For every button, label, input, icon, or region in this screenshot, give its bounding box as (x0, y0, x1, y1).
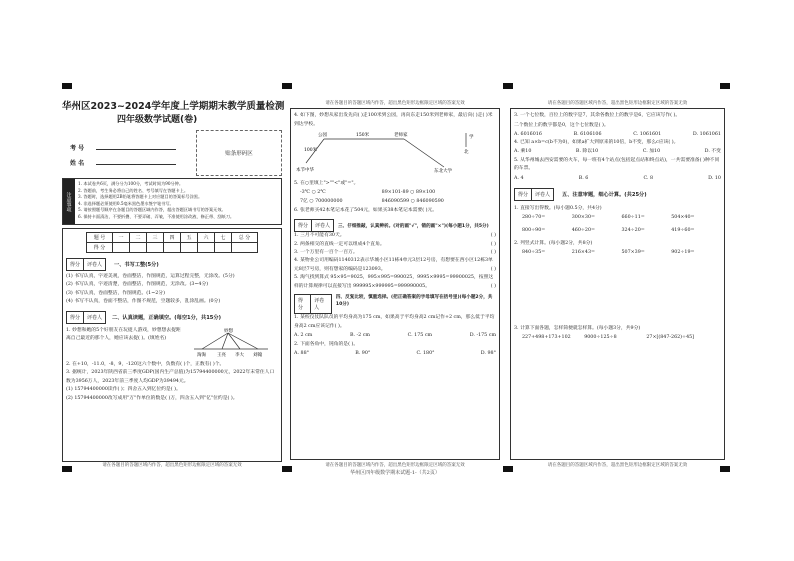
choice-option[interactable]: B. 6 (578, 175, 589, 181)
calc-1-title: 1. 直接写出得数。(每小题0.5分，共4分) (514, 205, 602, 211)
score-cell[interactable] (147, 243, 164, 253)
calc-item[interactable]: 280÷70= (522, 215, 546, 221)
judge-answer-box[interactable]: ( ) (490, 233, 496, 239)
exam-title: 华州区2023~2024学年度上学期期末教学质量检测 (62, 101, 285, 112)
list-item: (3) 书写认真，卷面整洁，作图规范。(1~2分) (66, 290, 165, 296)
grader-box (66, 311, 106, 324)
route-label: 老师家 (394, 133, 408, 139)
notice-item: 2. 答题前，考生务必将自己的姓名、考号填写在答题卡上。 (78, 187, 189, 193)
header-note: 请在各题目的答题区域内作答，超出黑色矩形边框限定区域的答案无效 (325, 101, 465, 106)
choice-option[interactable]: D. 不变 (704, 149, 721, 155)
grader-box (66, 258, 106, 271)
notice-item: 3. 答题时，选择题用2B铅笔将答题卡上对应题目的答案标号涂黑。 (78, 194, 203, 199)
judge-item: 4. 某物业公司用编码1140312表示华城小区11栋4单元3层12号房，有想要在西小区12栋3单元8层7号房，则有想家的编码是123093。 ( ) (294, 257, 496, 274)
score-header-cell: 六 (198, 233, 215, 243)
grader-score-label: 得分 (67, 259, 84, 270)
grader-reviewer-label: 评卷人 (535, 191, 551, 198)
route-label: 100米 (304, 148, 318, 154)
choice-1-options (294, 331, 496, 340)
choice-2: 2. 下面各角中，钝角的是( )。 (294, 342, 359, 348)
grader-reviewer-label: 评卷人 (315, 223, 331, 230)
grader-score-label: 得分 (295, 295, 311, 313)
footer-note: 请在各题目的答题区域内作答，超出黑色矩形边框限定区域的答案无效 (325, 463, 465, 468)
calc-item[interactable]: 324÷20= (621, 228, 645, 234)
grader-box (294, 294, 332, 314)
calc-item[interactable]: 507×39= (621, 250, 645, 256)
answer-column-2 (290, 108, 500, 460)
choice-option[interactable]: A. 88° (294, 351, 310, 357)
judge-item: 3. 一个万里有一百个一百万。 ( ) (294, 249, 496, 257)
section-1-header (66, 258, 278, 271)
question-3a: (1) 15794400000读作( )；四舍五入到亿位约是( )。 (66, 387, 181, 393)
score-row-label: 得 分 (87, 243, 113, 253)
calc-item[interactable]: 216×43= (571, 250, 596, 256)
choice-option[interactable]: C. 1061601 (633, 131, 662, 137)
section-1-title: 一、书写工整(5分) (114, 262, 159, 268)
choice-option[interactable]: A. 6016016 (514, 131, 542, 137)
judge-answer-box[interactable]: ( ) (490, 249, 496, 255)
choice-3: 3. 一个七位数，百位上的数字是7，其余各数位上的数字是6，它应该写作( )。 (514, 113, 681, 118)
header-note: 请在各题目的答题区域内作答，超出黑色矩形边框限定区域的答案无效 (547, 101, 688, 106)
choice-option[interactable]: B. 6106106 (573, 131, 602, 137)
score-header-cell: 二 (130, 233, 147, 243)
score-cell[interactable] (130, 243, 147, 253)
route-label: 150米 (356, 133, 370, 139)
section-5-title: 五、注意审题，细心计算。(共25分) (562, 191, 647, 198)
choice-option[interactable]: D. 10 (708, 175, 721, 181)
notice-item: 4. 非选择题必须使用0.5毫米黑色墨水签字笔书写。 (78, 200, 174, 206)
grader-reviewer-label: 评卷人 (87, 262, 103, 268)
diagram-label: 淘淘 (197, 352, 206, 358)
score-cell[interactable] (113, 243, 130, 253)
choice-3-hint: 二个数位上的数字都是0，这个七位数是( )。 (514, 122, 609, 128)
route-label: 本节中华 (296, 168, 314, 174)
route-label: 学 (469, 135, 474, 141)
exam-no-field[interactable] (96, 149, 176, 150)
score-table (86, 232, 258, 253)
calc-item[interactable]: 504×40= (671, 215, 695, 221)
calc-item[interactable]: 227+498+173+102 (522, 335, 571, 341)
exam-no-row (70, 143, 176, 152)
footer-page: 华州区四年级数学期末试题-1-（共2页） (350, 470, 440, 476)
score-cell[interactable] (198, 243, 215, 253)
score-table-row (87, 243, 258, 253)
notice-item: 5. 请按照题号顺序在各题目的答题区域内作答，超出答题区域书写的答案无效。 (78, 207, 226, 212)
calc-1-grid (514, 215, 721, 233)
section-1-list (66, 273, 278, 307)
question-4: 4. 如下图，妙想从家出发先向( )走100米到公园，再向东走150米到老师家，最后向( )走( )米到达学校。 (294, 113, 493, 127)
diagram-label: 刘翰 (253, 352, 262, 358)
list-item: (2) 书写认真，字迹清楚，卷面整洁，作图规范，无涂改。(3~4分) (66, 282, 209, 288)
choice-5-options (514, 174, 721, 183)
diagram-label: 妙想 (224, 328, 233, 334)
choice-option[interactable]: D. 98° (480, 351, 496, 357)
name-field[interactable] (96, 164, 176, 165)
section-4-title: 四、反复比较，慎重选择。(把正确答案的字母填写在括号里)(每小题2分，共10分) (335, 294, 493, 308)
choice-option[interactable]: D. -175 cm (469, 333, 496, 339)
choice-4: 4. 已知 a×b=c(b不为0)，如果a扩大到原来的10倍，b不变，那么c应该( )。 (514, 139, 679, 145)
exam-no-label: 考 号 (70, 145, 85, 152)
registration-mark (720, 83, 730, 89)
barcode-label: 贴条形码区 (225, 151, 253, 157)
question-1-text: 1. 妙想和她的5个好朋友在玩捉人游戏，妙想想去捉距离自己最近的那个人，她应该去捉( )。(填姓名) (66, 327, 181, 342)
score-cell[interactable] (232, 243, 258, 253)
choice-option[interactable]: A. 4 (514, 175, 524, 181)
choice-option[interactable]: D. 1061061 (692, 131, 721, 137)
choice-option[interactable]: A. 乘10 (514, 149, 532, 155)
calc-item[interactable]: 460÷20= (571, 228, 596, 234)
choice-option[interactable]: A. 2 cm (294, 333, 313, 339)
choice-5: 5. 从华州城去西安需要的火车，每一班有4个站点(包括起点站和终点站)，一共需要准备( )种不同的车票。 (514, 157, 720, 172)
question-6: 6. 张老师买42本笔记本花了504元，如果买38本笔记本需要( )元。 (294, 207, 438, 213)
notice-label: 注意事项 (63, 179, 75, 224)
registration-mark (282, 83, 292, 89)
calc-3-title: 3. 计算下面各题，怎样简便就怎样算。(每小题3分，共9分) (514, 326, 641, 332)
choice-option[interactable]: C. 180° (416, 351, 435, 357)
choice-option[interactable]: B. 除以10 (575, 149, 599, 155)
calc-item[interactable]: 800÷90= (522, 228, 546, 234)
compare-item[interactable]: 89×101-89 ○ 89×100 (381, 190, 436, 196)
name-row (70, 158, 176, 167)
route-diagram (294, 129, 494, 173)
footer-note: 请在各题目的答题区域内作答，超出黑色矩形边框限定区域的答案无效 (547, 463, 688, 468)
section-5-header (514, 188, 721, 201)
score-header-cell: 七 (215, 233, 232, 243)
notice-list (75, 179, 237, 224)
score-table-header (87, 233, 258, 243)
question-3: 3. 据统计，2023年陕西省前三季度GDP(国内生产总值)为15794400000元，2022年末常住人口数为3956万人，2023年前三季度人均GDP为39494元。 (66, 370, 275, 384)
registration-mark (62, 83, 72, 89)
judge-item: 5. 淘气找到算式 95×95=9025，995×995=990025，9995×9995=99900025，按照这样的计算规律可以直接写出 999995×999995=999990005。 ( ) (294, 274, 496, 291)
name-label: 姓 名 (70, 160, 85, 167)
footer-note: 请在各题目的答题区域内作答，超出黑色矩形边框限定区域的答案无效 (102, 463, 242, 468)
section-4-header (294, 294, 496, 314)
score-header-cell: 三 (147, 233, 164, 243)
judge-answer-box[interactable]: ( ) (490, 241, 496, 247)
route-label: 公园 (318, 133, 327, 139)
exam-subtitle: 四年级数学试题(卷) (117, 115, 198, 125)
registration-mark (503, 83, 513, 89)
choice-2-options (294, 349, 496, 358)
calc-item[interactable]: 902÷19= (671, 250, 695, 256)
route-label: 东北大学 (434, 169, 452, 174)
judge-list (294, 232, 496, 291)
score-header-cell: 总 分 (232, 233, 258, 243)
notice-item: 6. 保持卡面清洁，不要折叠、不要弄破、弄皱，不准使用涂改液、修正带、刮纸刀。 (78, 213, 235, 219)
choice-3-options (514, 130, 721, 139)
question-5: 5. 在○里填上">""<"或"="。 (294, 181, 359, 187)
choice-option[interactable]: C. 8 (643, 175, 654, 181)
grader-reviewer-label: 评卷人 (87, 314, 103, 321)
judge-answer-box[interactable]: ( ) (490, 283, 496, 289)
grader-reviewer-label: 评卷人 (314, 297, 325, 311)
calc-2-grid (514, 250, 721, 320)
compare-item[interactable]: -3℃ ○ 2℃ (300, 190, 326, 196)
score-header-cell: 五 (181, 233, 198, 243)
choice-option[interactable]: B. 90° (355, 351, 371, 357)
calc-item[interactable]: 419÷60= (671, 228, 695, 234)
calc-2-title: 2. 列竖式计算。(每小题2分，共8分) (514, 241, 593, 247)
calc-item[interactable]: 9000÷125÷8 (584, 335, 617, 341)
answer-column-1 (62, 228, 282, 462)
score-cell[interactable] (181, 243, 198, 253)
question-2: 2. 在+10，-11.0，-8，9，-120这六个数中，负数有( )个，正数有( )个。 (66, 361, 225, 367)
barcode-area (196, 130, 282, 176)
compare-item[interactable]: 7亿 ○ 700000000 (300, 199, 343, 205)
list-item: (1) 书写认真，字迹美观，卷面整洁，作图规范，运算过程完整，无涂改。(5分) (66, 274, 235, 279)
answer-column-3 (510, 108, 725, 460)
question-1 (66, 327, 278, 361)
grader-score-label: 得分 (515, 189, 532, 200)
list-item: (4) 书写不认真，卷面不整洁，作图不规范，空题较多，乱涂乱画。(0分) (66, 299, 221, 305)
score-header-cell: 一 (113, 233, 130, 243)
judge-answer-box[interactable]: ( ) (490, 266, 496, 272)
compare-item[interactable]: 846090599 ○ 846090590 (381, 199, 444, 205)
grader-box (294, 219, 334, 232)
section-3-header (294, 219, 496, 232)
grader-box (514, 188, 554, 201)
judge-item: 2. 两条相交的直线一定可以组成4个直角。 ( ) (294, 241, 496, 249)
section-2-header (66, 311, 278, 324)
grader-score-label: 得分 (295, 220, 312, 231)
choice-option[interactable]: B. -2 cm (349, 333, 370, 339)
notice-item: 1. 本试卷共6页，满分分为100分，考试时间为90分钟。 (78, 181, 184, 186)
calc-item[interactable]: 660÷11= (621, 215, 645, 221)
distance-diagram (184, 327, 274, 361)
choice-option[interactable]: C. 加10 (642, 149, 661, 155)
calc-item[interactable]: 27×[(847-262)÷45] (646, 335, 695, 341)
score-header-cell: 四 (164, 233, 181, 243)
score-cell[interactable] (164, 243, 181, 253)
score-cell[interactable] (215, 243, 232, 253)
score-header-cell: 题 号 (87, 233, 113, 243)
judge-item: 1. 三月不可能有30天。 ( ) (294, 232, 496, 240)
choice-1: 1. 某校仪仗队队员的平均身高为175 cm，如果高于平均身高2 cm记作+2 cm，那么低于平均身高2 cm应该记作( )。 (294, 314, 495, 329)
grader-score-label: 得分 (67, 312, 84, 323)
diagram-label: 李大 (235, 352, 244, 358)
notice-box (62, 178, 282, 225)
choice-option[interactable]: C. 175 cm (407, 333, 433, 339)
compare-grid (294, 188, 496, 206)
route-label: 北 (464, 150, 469, 156)
section-3-title: 三、仔细推敲，认真辨析。(对的画"√"，错的画"×")(每小题1分，共5分) (338, 223, 489, 229)
diagram-label: 王亮 (217, 352, 226, 358)
calc-item[interactable]: 300×30= (571, 215, 596, 221)
calc-3-grid (514, 333, 721, 342)
calc-item[interactable]: 840÷35= (522, 250, 546, 256)
question-3b: (2) 15794400000改写成用"万"作单位的数是( )万，四舍五入到"亿"位约是( )。 (66, 396, 238, 402)
choice-4-options (514, 147, 721, 156)
section-2-title: 二、认真读题，正确填空。(每空1分，共15分) (112, 314, 221, 321)
